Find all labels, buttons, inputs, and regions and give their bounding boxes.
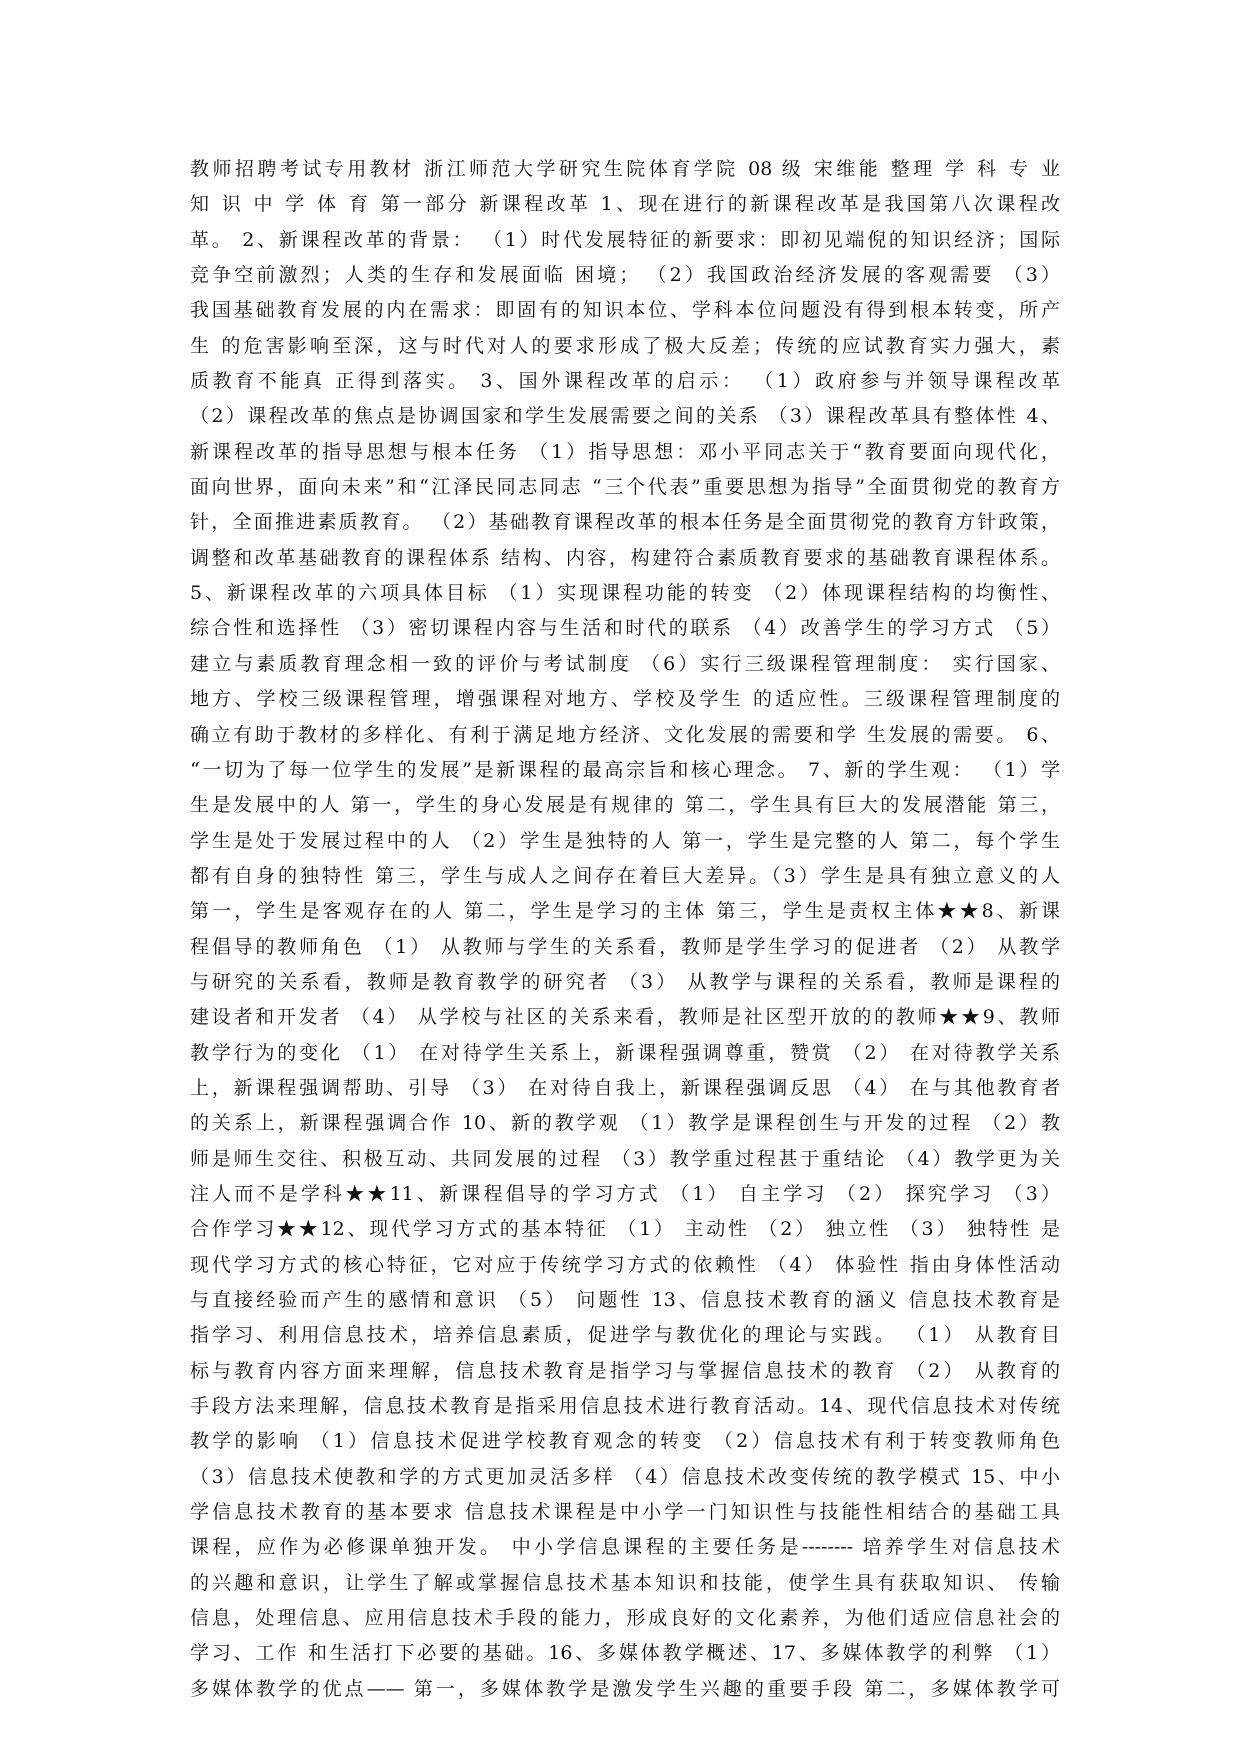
text-line: 教学行为的变化 （1） 在对待学生关系上，新课程强调尊重，赞赏 （2） 在对待教学关系 <box>190 1041 1060 1064</box>
text-line: 标与教育内容方面来理解，信息技术教育是指学习与掌握信息技术的教育 （2） 从教育的 <box>190 1359 1060 1382</box>
text-line: （2）课程改革的焦点是协调国家和学生发展需要之间的关系 （3）课程改革具有整体性 4、 <box>190 405 1060 428</box>
text-line: 上，新课程强调帮助、引导 （3） 在对待自我上，新课程强调反思 （4） 在与其他教育者 <box>190 1076 1060 1099</box>
text-line: 学生是处于发展过程中的人 （2）学生是独特的人 第一，学生是完整的人 第二，每个学生 <box>190 829 1060 852</box>
text-line: 竞争空前激烈；人类的生存和发展面临 困境； （2）我国政治经济发展的客观需要 （3） <box>190 264 1060 287</box>
text-line: 地方、学校三级课程管理，增强课程对地方、学校及学生 的适应性。三级课程管理制度的 <box>190 688 1060 711</box>
text-line: 革。 2、新课程改革的背景： （1）时代发展特征的新要求：即初见端倪的知识经济；国际 <box>190 228 1060 251</box>
text-line: 综合性和选择性 （3）密切课程内容与生活和时代的联系 （4）改善学生的学习方式 （5） <box>190 617 1060 640</box>
text-line: 新课程改革的指导思想与根本任务 （1）指导思想：邓小平同志关于“教育要面向现代化， <box>190 440 1060 463</box>
text-line: 调整和改革基础教育的课程体系 结构、内容，构建符合素质教育要求的基础教育课程体系。 <box>190 546 1060 569</box>
text-line: 的关系上，新课程强调合作 10、新的教学观 （1）教学是课程创生与开发的过程 （2）教 <box>190 1112 1060 1135</box>
text-line: 生 的危害影响至深，这与时代对人的要求形成了极大反差；传统的应试教育实力强大，素 <box>190 334 1060 357</box>
text-line: 5、新课程改革的六项具体目标 （1）实现课程功能的转变 （2）体现课程结构的均衡性、 <box>190 582 1060 605</box>
text-line: 指学习、利用信息技术，培养信息素质，促进学与教优化的理论与实践。 （1） 从教育目 <box>190 1324 1060 1347</box>
text-line: 面向世界，面向未来”和“江泽民同志同志 “三个代表”重要思想为指导”全面贯彻党的教育方 <box>190 476 1060 499</box>
text-line: 第一，学生是客观存在的人 第二，学生是学习的主体 第三，学生是责权主体★★8、新课 <box>190 900 1060 923</box>
text-line: 的兴趣和意识，让学生了解或掌握信息技术基本知识和技能，使学生具有获取知识、 传输 <box>190 1571 1060 1594</box>
text-line: 课程，应作为必修课单独开发。 中小学信息课程的主要任务是-------- 培养学生对信息技术 <box>190 1536 1060 1559</box>
text-line: “一切为了每一位学生的发展”是新课程的最高宗旨和核心理念。 7、新的学生观： （1）学 <box>190 758 1060 781</box>
text-line: 与直接经验而产生的感情和意识 （5） 问题性 13、信息技术教育的涵义 信息技术教育是 <box>190 1289 1060 1311</box>
text-line: 建立与素质教育理念相一致的评价与考试制度 （6）实行三级课程管理制度： 实行国家、 <box>190 652 1060 675</box>
text-line: 合作学习★★12、现代学习方式的基本特征 （1） 主动性 （2） 独立性 （3） 独特性 是 <box>190 1218 1060 1241</box>
text-line: 注人而不是学科★★11、新课程倡导的学习方式 （1） 自主学习 （2） 探究学习 （3） <box>190 1182 1060 1205</box>
text-line: 程倡导的教师角色 （1） 从教师与学生的关系看，教师是学生学习的促进者 （2） 从教学 <box>190 935 1060 958</box>
text-line: 教师招聘考试专用教材 浙江师范大学研究生院体育学院 08 级 宋维能 整理 学 科 专 业 <box>190 158 1060 180</box>
text-line: 知 识 中 学 体 育 第一部分 新课程改革 1、现在进行的新课程改革是我国第八次课程改 <box>190 193 1060 216</box>
text-line: 学习、工作 和生活打下必要的基础。16、多媒体教学概述、17、多媒体教学的利弊 （1） <box>190 1642 1060 1665</box>
text-line: 信息，处理信息、应用信息技术手段的能力，形成良好的文化素养，为他们适应信息社会的 <box>190 1607 1060 1630</box>
text-line: （3）信息技术使教和学的方式更加灵活多样 （4）信息技术改变传统的教学模式 15、中小 <box>190 1465 1060 1488</box>
text-line: 现代学习方式的核心特征，它对应于传统学习方式的依赖性 （4） 体验性 指由身体性活动 <box>190 1253 1060 1276</box>
text-line: 学信息技术教育的基本要求 信息技术课程是中小学一门知识性与技能性相结合的基础工具 <box>190 1501 1060 1524</box>
text-line: 师是师生交往、积极互动、共同发展的过程 （3）教学重过程甚于重结论 （4）教学更为关 <box>190 1147 1060 1170</box>
text-line: 建设者和开发者 （4） 从学校与社区的关系来看，教师是社区型开放的的教师★★9、教师 <box>190 1006 1060 1029</box>
body-text <box>190 152 1060 1707</box>
text-line: 质教育不能真 正得到落实。 3、国外课程改革的启示： （1）政府参与并领导课程改革 <box>190 370 1060 393</box>
text-line: 确立有助于教材的多样化、有利于满足地方经济、文化发展的需要和学 生发展的需要。 6、 <box>190 723 1060 746</box>
text-line: 都有自身的独特性 第三，学生与成人之间存在着巨大差异。（3）学生是具有独立意义的人 <box>190 864 1060 887</box>
text-line: 教学的影响 （1）信息技术促进学校教育观念的转变 （2）信息技术有利于转变教师角色 <box>190 1430 1060 1453</box>
text-line: 我国基础教育发展的内在需求：即固有的知识本位、学科本位问题没有得到根本转变，所产 <box>190 299 1060 322</box>
text-line: 多媒体教学的优点—— 第一，多媒体教学是激发学生兴趣的重要手段 第二，多媒体教学可 <box>190 1677 1060 1700</box>
text-line: 生是发展中的人 第一，学生的身心发展是有规律的 第二，学生具有巨大的发展潜能 第三， <box>190 794 1060 817</box>
text-line: 与研究的关系看，教师是教育教学的研究者 （3） 从教学与课程的关系看，教师是课程的 <box>190 970 1060 993</box>
text-line: 手段方法来理解，信息技术教育是指采用信息技术进行教育活动。14、现代信息技术对传统 <box>190 1395 1060 1418</box>
text-line: 针，全面推进素质教育。 （2）基础教育课程改革的根本任务是全面贯彻党的教育方针政策， <box>190 511 1060 534</box>
